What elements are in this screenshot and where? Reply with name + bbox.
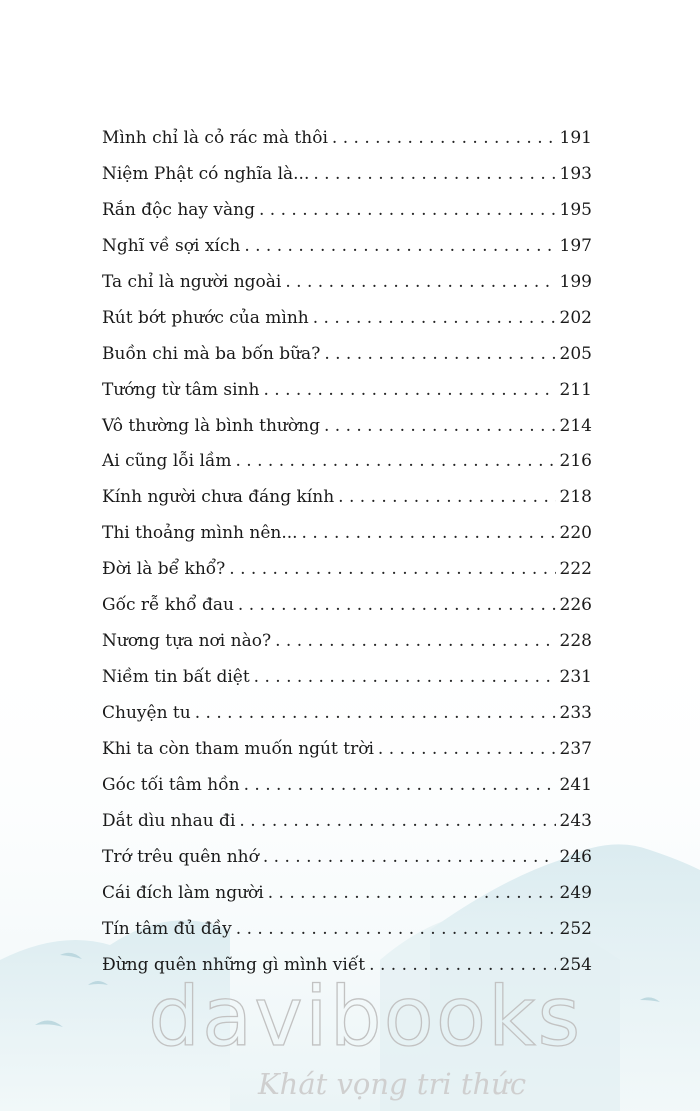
dot-leader: [235, 451, 556, 471]
toc-entry[interactable]: [102, 811, 592, 847]
toc-page-number: 191: [559, 128, 592, 148]
toc-page-number: 249: [559, 882, 592, 903]
toc-entry[interactable]: [102, 164, 592, 200]
toc-title: Kính người chưa đáng kính: [102, 487, 335, 508]
dot-leader: [268, 883, 556, 903]
toc-entry[interactable]: [102, 631, 592, 667]
watermark-brand: davibooks: [148, 970, 583, 1065]
toc-page-number: 228: [559, 631, 592, 652]
toc-title: Tín tâm đủ đầy: [102, 918, 232, 939]
toc-entry[interactable]: [102, 703, 592, 739]
toc-title: Gốc rễ khổ đau: [102, 595, 234, 616]
dot-leader: [244, 236, 556, 256]
dot-leader: [285, 272, 556, 292]
toc-page-number: 220: [559, 523, 592, 544]
dot-leader: [229, 559, 556, 579]
toc-title: Niềm tin bất diệt: [102, 667, 250, 688]
toc-title: Rắn độc hay vàng: [102, 199, 255, 220]
table-of-contents: [102, 128, 592, 991]
dot-leader: [195, 703, 556, 723]
toc-page-number: 214: [559, 415, 592, 436]
toc-entry[interactable]: [102, 523, 592, 559]
toc-page-number: 205: [559, 343, 592, 364]
toc-page-number: 202: [559, 307, 592, 328]
toc-title: Vô thường là bình thường: [102, 415, 320, 436]
toc-page-number: 193: [559, 163, 592, 184]
dot-leader: [338, 487, 556, 507]
dot-leader: [259, 200, 556, 220]
toc-page-number: 254: [559, 954, 592, 975]
toc-title: Trớ trêu quên nhớ: [102, 846, 259, 867]
toc-page-number: 199: [559, 271, 592, 292]
toc-entry[interactable]: [102, 739, 592, 775]
toc-entry[interactable]: [102, 883, 592, 919]
dot-leader: [239, 811, 556, 831]
toc-title: Rút bớt phước của mình: [102, 307, 309, 328]
toc-entry[interactable]: [102, 416, 592, 452]
toc-entry[interactable]: [102, 919, 592, 955]
dot-leader: [264, 380, 557, 400]
dot-leader: [378, 739, 556, 759]
toc-page-number: 216: [559, 451, 592, 472]
dot-leader: [254, 667, 556, 687]
toc-entry[interactable]: [102, 272, 592, 308]
toc-page-number: 222: [559, 559, 592, 580]
toc-page-number: 233: [559, 703, 592, 723]
dot-leader: [263, 847, 556, 867]
dot-leader: [238, 595, 556, 615]
toc-page-number: 241: [559, 774, 592, 795]
toc-title: Đời là bể khổ?: [102, 559, 226, 580]
toc-page-number: 226: [559, 595, 592, 616]
toc-entry[interactable]: [102, 847, 592, 883]
toc-title: Ta chỉ là người ngoài: [102, 271, 282, 292]
toc-title: Dắt dìu nhau đi: [102, 810, 236, 831]
toc-title: Buồn chi mà ba bốn bữa?: [102, 343, 321, 364]
dot-leader: [236, 919, 556, 939]
toc-title: Thi thoảng mình nên...: [102, 523, 298, 544]
dot-leader: [302, 523, 556, 543]
toc-entry[interactable]: [102, 451, 592, 487]
toc-entry[interactable]: [102, 667, 592, 703]
toc-title: Tướng từ tâm sinh: [102, 379, 260, 400]
toc-entry[interactable]: [102, 344, 592, 380]
toc-page-number: 237: [559, 738, 592, 759]
toc-title: Nghĩ về sợi xích: [102, 235, 241, 256]
dot-leader: [313, 164, 556, 184]
toc-title: Nương tựa nơi nào?: [102, 631, 272, 652]
toc-entry[interactable]: [102, 559, 592, 595]
toc-title: Mình chỉ là cỏ rác mà thôi: [102, 128, 328, 148]
dot-leader: [244, 775, 556, 795]
toc-page-number: 195: [559, 199, 592, 220]
toc-title: Ai cũng lỗi lầm: [102, 451, 232, 472]
toc-page-number: 231: [559, 667, 592, 688]
toc-title: Chuyện tu: [102, 703, 191, 723]
toc-title: Niệm Phật có nghĩa là...: [102, 163, 310, 184]
toc-title: Đừng quên những gì mình viết: [102, 954, 366, 975]
toc-title: Cái đích làm người: [102, 882, 264, 903]
dot-leader: [332, 128, 556, 148]
watermark-slogan: Khát vọng tri thức: [258, 1067, 527, 1101]
dot-leader: [313, 308, 556, 328]
toc-entry[interactable]: [102, 487, 592, 523]
dot-leader: [324, 344, 556, 364]
toc-entry[interactable]: [102, 380, 592, 416]
toc-entry[interactable]: [102, 236, 592, 272]
toc-page-number: 197: [559, 235, 592, 256]
toc-page-number: 252: [559, 918, 592, 939]
toc-page-number: 218: [559, 487, 592, 508]
toc-page-number: 211: [559, 379, 592, 400]
toc-entry[interactable]: [102, 308, 592, 344]
toc-entry[interactable]: [102, 595, 592, 631]
toc-page-number: 243: [559, 810, 592, 831]
toc-entry[interactable]: [102, 775, 592, 811]
toc-entry[interactable]: [102, 200, 592, 236]
toc-page-number: 246: [559, 846, 592, 867]
toc-title: Góc tối tâm hồn: [102, 774, 240, 795]
toc-title: Khi ta còn tham muốn ngút trời: [102, 738, 374, 759]
toc-entry[interactable]: [102, 128, 592, 164]
dot-leader: [275, 631, 556, 651]
dot-leader: [324, 416, 556, 436]
